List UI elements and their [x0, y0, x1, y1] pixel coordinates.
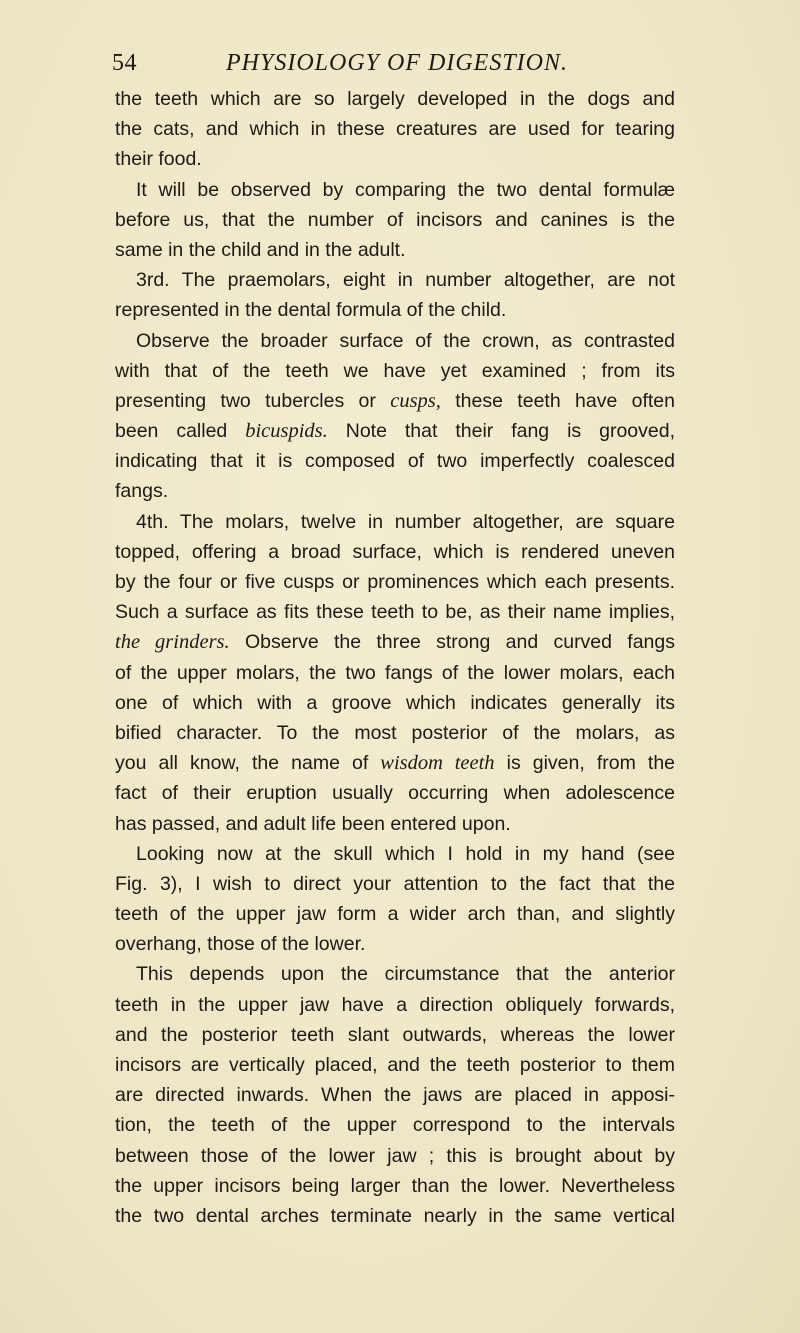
- text-segment: has passed, and adult life been entered upon.: [115, 812, 511, 835]
- text-segment: Looking now at the skull which I hold in my hand (see: [136, 842, 675, 865]
- text-segment: been called: [115, 420, 246, 443]
- text-line: [115, 416, 675, 446]
- text-segment: Note that their fang is grooved,: [327, 420, 676, 443]
- text-segment: bified character. To the most posterior of the molars, as: [115, 721, 675, 744]
- text-line: [115, 929, 675, 959]
- text-line: [115, 627, 675, 657]
- text-line: [115, 114, 675, 144]
- body-text: [115, 84, 675, 1231]
- text-segment: of the upper molars, the two fangs of the lower molars, each: [115, 661, 675, 684]
- text-segment: Fig. 3), I wish to direct your attention to the fact that the: [115, 872, 675, 895]
- text-line: [115, 899, 675, 929]
- text-line: [115, 688, 675, 718]
- text-line: [115, 1050, 675, 1080]
- text-segment: Observe the broader surface of the crown, as contrasted: [136, 329, 675, 352]
- text-segment: overhang, those of the lower.: [115, 933, 366, 956]
- page-number: 54: [112, 50, 137, 76]
- italic-term: the grinders.: [115, 631, 230, 654]
- text-line: [115, 265, 675, 295]
- text-line: [115, 990, 675, 1020]
- text-segment: incisors are vertically placed, and the teeth posterior to them: [115, 1054, 675, 1076]
- text-line: [115, 205, 675, 235]
- text-line: [115, 356, 675, 386]
- text-segment: between those of the lower jaw ; this is brought about by: [115, 1144, 675, 1167]
- text-segment: It will be observed by comparing the two dental formulæ: [136, 178, 675, 201]
- text-segment: is given, from the: [494, 752, 676, 775]
- text-segment: with that of the teeth we have yet examined ; from its: [115, 359, 675, 382]
- text-segment: are directed inwards. When the jaws are placed in apposi-: [115, 1084, 675, 1107]
- text-segment: topped, offering a broad surface, which is rendered uneven: [115, 540, 675, 563]
- text-line: [115, 1171, 675, 1201]
- text-line: [115, 869, 675, 899]
- text-line: [115, 326, 675, 356]
- text-line: [115, 1080, 675, 1110]
- text-line: [115, 235, 675, 265]
- text-line: [115, 295, 675, 325]
- text-line: [115, 748, 675, 778]
- text-segment: the teeth which are so largely developed in the dogs and: [115, 88, 675, 110]
- text-segment: the upper incisors being larger than the lower. Nevertheless: [115, 1174, 675, 1197]
- text-segment: same in the child and in the adult.: [115, 238, 406, 261]
- text-line: [115, 597, 675, 627]
- text-segment: before us, that the number of incisors and canines is the: [115, 208, 675, 231]
- text-segment: fangs.: [115, 480, 169, 503]
- text-segment: one of which with a groove which indicates generally its: [115, 691, 675, 714]
- text-segment: and the posterior teeth slant outwards, whereas the lower: [115, 1023, 675, 1046]
- text-line: [115, 567, 675, 597]
- text-line: [115, 778, 675, 808]
- italic-term: bicuspids.: [245, 420, 328, 443]
- text-line: [115, 1141, 675, 1171]
- text-line: [115, 537, 675, 567]
- text-line: [115, 1110, 675, 1140]
- text-line: [115, 446, 675, 476]
- text-line: [115, 144, 675, 174]
- text-segment: the cats, and which in these creatures are used for tearing: [115, 118, 675, 141]
- italic-term: cusps,: [390, 389, 441, 412]
- running-head: PHYSIOLOGY OF DIGESTION.: [226, 50, 569, 76]
- text-line: [115, 1020, 675, 1050]
- text-segment: teeth of the upper jaw form a wider arch than, and slightly: [115, 903, 675, 926]
- text-line: [115, 658, 675, 688]
- text-line: [115, 507, 675, 537]
- text-segment: tion, the teeth of the upper correspond to the intervals: [115, 1114, 675, 1137]
- text-segment: by the four or five cusps or prominences which each presents.: [115, 571, 675, 593]
- text-line: [115, 809, 675, 839]
- text-line: [115, 718, 675, 748]
- text-segment: these teeth have often: [440, 389, 676, 412]
- text-line: [115, 476, 675, 506]
- text-line: [115, 386, 675, 416]
- text-segment: indicating that it is composed of two imperfectly coalesced: [115, 450, 675, 473]
- text-line: [115, 839, 675, 869]
- text-segment: Observe the three strong and curved fangs: [229, 631, 676, 654]
- text-segment: represented in the dental formula of the child.: [115, 299, 507, 322]
- text-line: [115, 1201, 675, 1231]
- italic-term: wisdom teeth: [380, 752, 495, 775]
- text-line: [115, 175, 675, 205]
- text-segment: 3rd. The praemolars, eight in number altogether, are not: [136, 269, 675, 292]
- text-line: [115, 84, 675, 114]
- text-segment: the two dental arches terminate nearly in the same vertical: [115, 1204, 675, 1227]
- text-segment: fact of their eruption usually occurring when adolescence: [115, 782, 675, 805]
- text-segment: Such a surface as fits these teeth to be, as their name implies,: [115, 601, 675, 624]
- text-segment: 4th. The molars, twelve in number altogether, are square: [136, 510, 675, 533]
- text-segment: you all know, the name of: [115, 752, 381, 775]
- text-line: [115, 959, 675, 989]
- text-segment: their food.: [115, 148, 202, 171]
- text-segment: presenting two tubercles or: [115, 389, 391, 412]
- text-segment: This depends upon the circumstance that the anterior: [136, 963, 675, 986]
- text-segment: teeth in the upper jaw have a direction obliquely forwards,: [115, 993, 675, 1016]
